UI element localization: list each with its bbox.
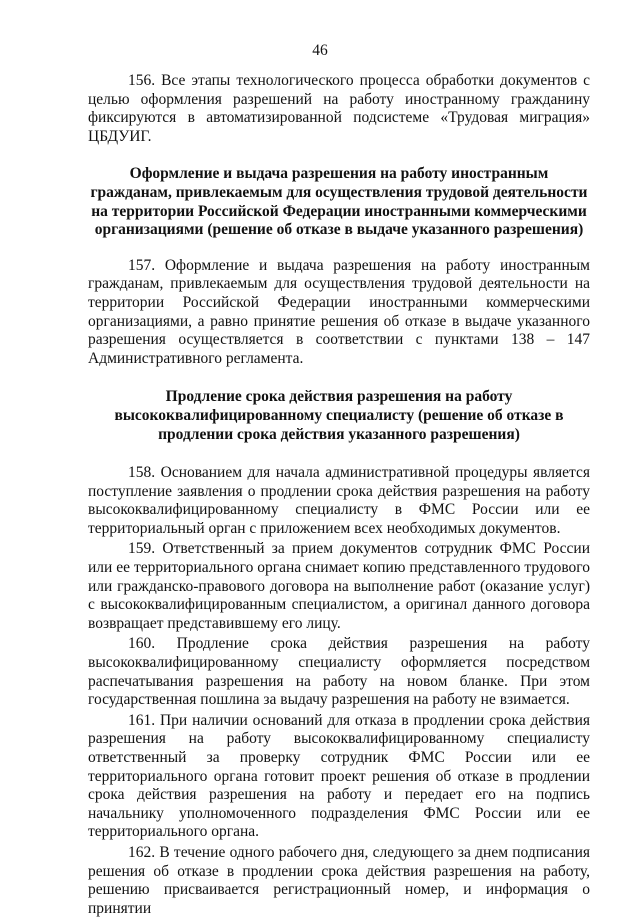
paragraph-157: 157. Оформление и выдача разрешения на работу иностранным гражданам, привлекаемым для осуществления трудовой деятельности на территории Российской Федерации иностранными коммерческими организациями, а равно принятие решения об отказе в выдаче указанного разрешения осуществляется в соответствии с пунктами 138 – 147 Административного регламента. [88, 256, 590, 367]
paragraph-159: 159. Ответственный за прием документов сотрудник ФМС России или ее территориального органа снимает копию представленного трудового или гражданско-правового договора на выполнение работ (оказание услуг) с высококвалифицированным специалистом, а оригинал данного договора возвращает представившему его лицу. [88, 540, 590, 632]
paragraph-161: 161. При наличии оснований для отказа в продлении срока действия разрешения на работу высококвалифицированному специалисту ответственный за проверку сотрудник ФМС России или ее территориального органа готовит проект решения об отказе в продлении срока действия разрешения на работу и передает его на подпись начальнику уполномоченного подразделения ФМС России или ее территориального органа. [88, 711, 590, 841]
section-heading-work-permit-commercial: Оформление и выдача разрешения на работу иностранным гражданам, привлекаемым для осуществления трудовой деятельности на территории Российской Федерации иностранными коммерческими организациями (решение об отказе в выдаче указанного разрешения) [90, 165, 588, 239]
paragraph-162: 162. В течение одного рабочего дня, следующего за днем подписания решения об отказе в продлении срока действия разрешения на работу, решению присваивается регистрационный номер, и информация о принятии [88, 843, 590, 917]
document-body [88, 72, 590, 918]
paragraph-160: 160. Продление срока действия разрешения на работу высококвалифицированному специалисту оформляется посредством распечатывания разрешения на работу на новом бланке. При этом государственная пошлина за выдачу разрешения на работу не взимается. [88, 635, 590, 709]
page-number: 46 [312, 42, 328, 59]
paragraph-158: 158. Основанием для начала административной процедуры является поступление заявления о продлении срока действия разрешения на работу высококвалифицированному специалисту в ФМС России или ее территориальный орган с приложением всех необходимых документов. [88, 464, 590, 537]
section-heading-permit-extension: Продление срока действия разрешения на работу высококвалифицированному специалисту (решение об отказе в продлении срока действия указанного разрешения) [114, 388, 564, 443]
paragraph-156: 156. Все этапы технологического процесса обработки документов с целью оформления разрешений на работу иностранному гражданину фиксируются в автоматизированной подсистеме «Трудовая миграция» ЦБДУИГ. [88, 72, 590, 145]
